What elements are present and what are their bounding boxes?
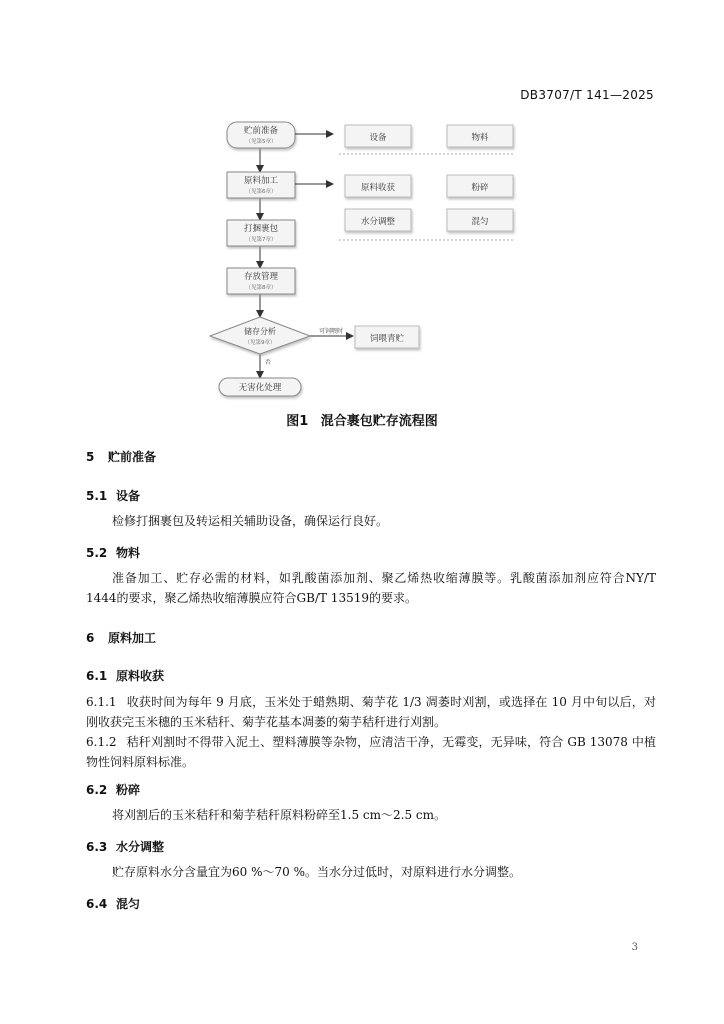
flow-step-storage-sub: （见第8章） bbox=[245, 285, 277, 291]
flow-side-equipment: 设备 bbox=[369, 133, 387, 143]
section-6-heading bbox=[86, 629, 156, 646]
section-6-3-text: 贮存原料水分含量宜为60 %～70 %。当水分过低时，对原料进行水分调整。 bbox=[112, 865, 521, 879]
flow-step-storage-label: 存放管理 bbox=[243, 272, 279, 282]
flow-step-prep-sub: （见第5章） bbox=[245, 139, 277, 145]
flow-step-baling bbox=[227, 220, 295, 246]
section-number: 6.4 bbox=[86, 897, 108, 911]
section-5-heading bbox=[86, 448, 156, 465]
section-number: 6.2 bbox=[86, 783, 108, 797]
flow-step-prep-label: 贮前准备 bbox=[243, 126, 279, 136]
section-5-2-text: 准备加工、贮存必需的材料，如乳酸菌添加剂、聚乙烯热收缩薄膜等。乳酸菌添加剂应符合NY/T 1444的要求，聚乙烯热收缩薄膜应符合GB/T 13519的要求。 bbox=[86, 571, 656, 605]
section-number: 6.3 bbox=[86, 840, 108, 854]
figure-title: 混合裹包贮存流程图 bbox=[320, 414, 438, 429]
flow-step-process bbox=[227, 172, 295, 198]
flow-branch-no-label: 否 bbox=[265, 359, 272, 366]
flow-step-process-sub: （见第6章） bbox=[245, 189, 277, 195]
section-5-1-heading bbox=[86, 487, 140, 504]
section-6-1-2-text bbox=[86, 732, 656, 772]
flow-side-feeding bbox=[355, 326, 419, 348]
section-number: 5.2 bbox=[86, 546, 108, 560]
section-title: 设备 bbox=[116, 489, 141, 503]
section-title: 混匀 bbox=[116, 897, 141, 911]
flow-step-prep bbox=[227, 122, 295, 148]
flow-decision-label: 储存分析 bbox=[244, 327, 276, 336]
section-6-1-1-text bbox=[86, 692, 656, 732]
section-number: 6 bbox=[86, 631, 95, 645]
section-title: 原料收获 bbox=[116, 669, 165, 683]
flow-side-harvest: 原料收获 bbox=[360, 183, 396, 193]
flow-step-storage bbox=[227, 268, 295, 294]
clause-text: 收获时间为每年 9 月底，玉米处于蜡熟期、菊芋花 1/3 凋萎时刈割，或选择在 10 月中旬以后，对刚收获完玉米穗的玉米秸秆、菊芋花基本凋萎的菊芋秸秆进行刈割。 bbox=[86, 695, 656, 729]
flow-side-crushing: 粉碎 bbox=[471, 183, 489, 193]
clause-number: 6.1.2 bbox=[86, 735, 117, 749]
figure-caption bbox=[0, 410, 724, 429]
flow-side-mixing: 混匀 bbox=[471, 217, 489, 227]
flow-step-process-label: 原料加工 bbox=[243, 176, 279, 186]
flow-branch-yes-label: 可饲喂时 bbox=[319, 328, 344, 335]
section-title: 原料加工 bbox=[108, 631, 157, 645]
flow-side-group-process bbox=[339, 175, 515, 240]
section-6-2-heading bbox=[86, 781, 140, 798]
section-6-2-text: 将刈割后的玉米秸秆和菊芋秸秆原料粉碎至1.5 cm～2.5 cm。 bbox=[112, 808, 446, 822]
flow-side-moisture: 水分调整 bbox=[360, 217, 396, 227]
section-6-4-heading bbox=[86, 895, 140, 912]
section-title: 水分调整 bbox=[116, 840, 165, 854]
section-6-1-heading bbox=[86, 667, 164, 684]
flow-step-disposal bbox=[219, 378, 301, 396]
flowchart-diagram bbox=[205, 112, 525, 402]
figure-number: 图1 bbox=[286, 414, 309, 429]
flow-step-baling-label: 打捆裹包 bbox=[243, 224, 279, 234]
flow-step-disposal-label: 无害化处理 bbox=[238, 383, 282, 393]
flow-side-materials: 物料 bbox=[471, 133, 489, 143]
section-number: 5 bbox=[86, 450, 95, 464]
flow-step-baling-sub: （见第7章） bbox=[245, 237, 277, 243]
section-number: 5.1 bbox=[86, 489, 108, 503]
flow-side-feeding-label: 饲喂青贮 bbox=[369, 334, 405, 344]
section-title: 物料 bbox=[116, 546, 141, 560]
section-number: 6.1 bbox=[86, 669, 108, 683]
document-code: DB3707/T 141—2025 bbox=[520, 88, 654, 102]
section-title: 粉碎 bbox=[116, 783, 141, 797]
flow-decision-sub: （见第9章） bbox=[244, 340, 276, 346]
flow-decision-analysis bbox=[210, 317, 310, 354]
section-5-1-text: 检修打捆裹包及转运相关辅助设备，确保运行良好。 bbox=[112, 514, 389, 528]
section-title: 贮前准备 bbox=[108, 450, 157, 464]
flow-side-group-prep bbox=[339, 125, 515, 154]
clause-number: 6.1.1 bbox=[86, 695, 117, 709]
page-number: 3 bbox=[631, 942, 638, 953]
section-6-3-heading bbox=[86, 838, 164, 855]
clause-text: 秸秆刈割时不得带入泥土、塑料薄膜等杂物，应清洁干净，无霉变，无异味，符合 GB 13078 中植物性饲料原料标准。 bbox=[86, 735, 656, 769]
section-5-2-heading bbox=[86, 544, 140, 561]
